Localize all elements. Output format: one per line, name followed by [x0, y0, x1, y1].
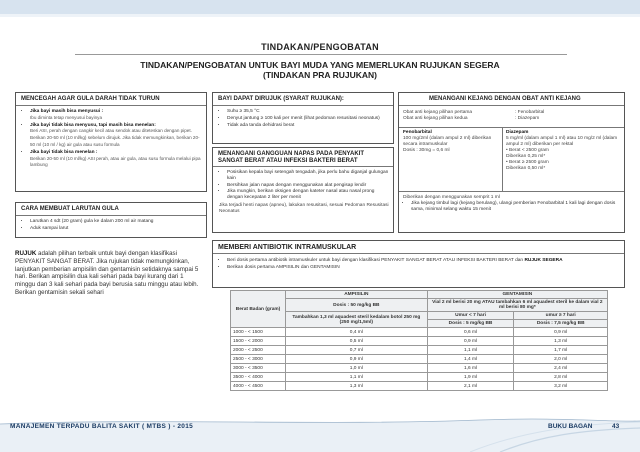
table-row [231, 346, 608, 355]
kejang-ulang [403, 195, 619, 214]
larutan-gula-box [15, 202, 207, 238]
table-cell: 1,1 ml [286, 373, 428, 382]
table-cell: 1,9 ml [427, 373, 514, 382]
gentamisin-dose: Vial 2 ml berisi 20 mg ATAU tambahkan 6 ml aquadest steril ke dalam vial 2 ml berisi 80 mg* [427, 299, 607, 312]
gula-darah-box [15, 92, 207, 192]
table-cell: 4000 - < 4500 [231, 382, 286, 391]
dosis-5: Dosis : 5 mg/kg BB [427, 320, 514, 328]
kejang-obat-list [403, 110, 613, 122]
table-header-row [231, 291, 608, 299]
table-row [231, 328, 608, 337]
diazepam-text: 5 mg/ml (dalam ampul 1 ml) atau 10 mg/2 ml (dalam ampul 2 ml) diberikan per rektal [506, 136, 618, 147]
larutan-item: • Larutkan 4 sdt (20 gram) gula ke dalam 200 ml air matang [30, 219, 202, 225]
kejang-obat-value: : Diazepam [515, 116, 540, 121]
table-cell: 1,1 ml [427, 346, 514, 355]
top-banner-strip [0, 14, 640, 17]
fenobarbital-text: 100 mg/2ml (dalam ampul 2 ml) diberikan secara intramuskular [403, 136, 492, 147]
diazepam-item-text: Berat ≥ 2500 gram [509, 160, 549, 165]
table-cell: 0,6 ml [427, 328, 514, 337]
fenobarbital-panel [403, 130, 498, 154]
ampisilin-dose: Dosis : 50 mg/kg BB [286, 299, 428, 312]
kejang-ulang-item: • Jika kejang timbul lagi (kejang berulang), ulangi pemberian Fenobarbital 1 kali lagi dengan dosis sama, minimal selang waktu 15 menit [411, 201, 619, 213]
table-cell: 1,7 ml [514, 346, 608, 355]
larutan-gula-list [22, 219, 202, 233]
table-cell: 1,4 ml [427, 355, 514, 364]
dosing-table [230, 290, 608, 391]
antibiotik-item-text: Beri dosis pertama antibiotik intramuskuler untuk bayi dengan klasifikasi PENYAKIT SANGAT BERAT ATAU INFEKSI BAKTERI BERAT dan [227, 258, 525, 263]
ampisilin-prep: Tambahkan 1,3 ml aquadest steril kedalam botol 250 mg (250 mg/1,5ml) [286, 312, 428, 328]
table-cell: 2,1 ml [427, 382, 514, 391]
gangguan-napas-list [219, 170, 389, 215]
gula-item-body: Beri ASI, perah dengan cangkir kecil atau sendok atau diteteskan dengan pipet. Berikan 20-50 ml (10 ml/kg) sebelum dirujuk. Jika tidak memungkinkan, berikan 20-50 ml (10 ml / kg) air gula atau susu formula [30, 128, 200, 147]
diazepam-item: • Berat ≥ 2500 gram [506, 160, 549, 165]
table-cell: 0,9 ml [514, 328, 608, 337]
table-row [231, 364, 608, 373]
table-cell: 1,3 ml [514, 337, 608, 346]
gula-item [30, 123, 202, 149]
kejang-title: MENANGANI KEJANG DENGAN OBAT ANTI KEJANG [429, 96, 581, 102]
antibiotik-item-bold: RUJUK SEGERA [524, 258, 563, 263]
syarat-rujukan-box [212, 92, 394, 144]
table-cell: 1,0 ml [286, 364, 428, 373]
kejang-ulang-text: Diberikan dengan menggunakan semprit 1 ml [403, 195, 500, 200]
table-row [231, 382, 608, 391]
napas-item: • Bersihkan jalan napas dengan menggunakan alat pengisap lendir [227, 183, 389, 189]
gula-item-head: Jika bayi tidak bisa menelan : [30, 149, 98, 155]
table-header-row [231, 312, 608, 320]
kejang-obat-value: : Fenobarbital [515, 110, 545, 115]
kejang-obat-label: Obat anti kejang pilihan pertama [403, 110, 473, 115]
table-cell: 1,3 ml [286, 382, 428, 391]
larutan-gula-divider [16, 215, 206, 216]
table-row [231, 373, 608, 382]
gula-item-head: Jika bayi tidak bisa menyusu, tapi masih bisa menelan: [30, 122, 156, 128]
gula-item-body: Ibu diminta tetap menyusui bayinya [30, 114, 103, 120]
kejang-divider [399, 105, 624, 106]
col-ampisilin: AMPISILIN [286, 291, 428, 299]
gangguan-napas-box [212, 147, 394, 233]
diazepam-item-text: Berat < 2500 gram [509, 148, 549, 153]
syarat-rujukan-title: BAYI DAPAT DIRUJUK (SYARAT RUJUKAN): [218, 96, 344, 102]
table-cell: 0,7 ml [286, 346, 428, 355]
footer-book: BUKU BAGAN [548, 423, 593, 430]
antibiotik-item: • Berikan dosis pertama AMPISILIN dan GENTAMISIN [227, 265, 614, 271]
syarat-rujukan-list [219, 109, 389, 129]
table-cell: 1000 - < 1500 [231, 328, 286, 337]
kejang-box [398, 92, 625, 233]
title-divider [75, 54, 567, 55]
diazepam-item: • Berat < 2500 gram [506, 148, 549, 153]
kejang-col-divider [502, 127, 503, 191]
kejang-divider-2 [399, 127, 624, 128]
table-cell: 3,2 ml [514, 382, 608, 391]
page-subtitle-line2: (TINDAKAN PRA RUJUKAN) [263, 70, 377, 80]
kejang-obat-row [403, 116, 613, 122]
top-banner [0, 0, 640, 14]
napas-item: • Posisikan kepala bayi setengah tengadah, jika perlu bahu diganjal gulungan kain [227, 170, 389, 182]
gula-item-head: Jika bayi masih bisa menyusui : [30, 109, 104, 114]
gula-item-body: Berikan 20-50 ml (10 ml/kg) ASI perah, atau air gula, atau susu formula melalui pipa lambung [30, 155, 201, 168]
table-cell: 2,4 ml [514, 364, 608, 373]
rujuk-bold: RUJUK [15, 250, 37, 257]
diazepam-item: Diberikan 0,50 ml* [506, 166, 546, 171]
syarat-item: • Suhu ≥ 35,5 °C [227, 109, 389, 115]
table-cell: 1,6 ml [427, 364, 514, 373]
syarat-rujukan-divider [213, 105, 393, 106]
umur-kurang-7: Umur < 7 hari [427, 312, 514, 320]
syarat-item: • Tidak ada tanda dehidrasi berat [227, 123, 389, 129]
antibiotik-list [219, 258, 614, 272]
fenobarbital-dose: Dosis : 30mg = 0,6 ml [403, 148, 450, 153]
table-cell: 2,8 ml [514, 373, 608, 382]
table-cell: 0,5 ml [286, 337, 428, 346]
antibiotik-divider [213, 253, 624, 254]
page-subtitle [0, 60, 640, 80]
table-cell: 3000 - < 3500 [231, 364, 286, 373]
table-header-row [231, 299, 608, 312]
gula-darah-title: MENCEGAH AGAR GULA DARAH TIDAK TURUN [21, 96, 160, 102]
antibiotik-title: MEMBERI ANTIBIOTIK INTRAMUSKULAR [218, 244, 357, 251]
col-berat-badan: Berat Badan (gram) [231, 291, 286, 328]
footer-title: MANAJEMEN TERPADU BALITA SAKIT ( MTBS ) - 2015 [10, 423, 194, 430]
table-row [231, 337, 608, 346]
page-number: 43 [612, 423, 620, 430]
rujuk-text: adalah pilihan terbaik untuk bayi dengan klasifikasi PENYAKIT SANGAT BERAT. Jika rujukan tidak memungkinkan, lanjutkan pemberian ampisilin dan gentamisin setidaknya sampai 5 hari. Berikan ampisilin dua kali sehari pada bayi kurang dari 1 minggu dan 3 kali sehari pada bayi berusia satu minggu atau lebih. Berikan gentamisin sekali sehari [15, 250, 199, 296]
page-subtitle-line1: TINDAKAN/PENGOBATAN UNTUK BAYI MUDA YANG MEMERLUKAN RUJUKAN SEGERA [140, 60, 500, 70]
page-title: TINDAKAN/PENGOBATAN [261, 42, 379, 52]
gula-item [30, 109, 202, 122]
gula-item [30, 150, 202, 169]
diazepam-panel [506, 130, 621, 172]
gula-darah-list [22, 109, 202, 170]
gula-darah-divider [16, 105, 206, 106]
table-cell: 2000 - < 2500 [231, 346, 286, 355]
table-cell: 0,9 ml [427, 337, 514, 346]
table-cell: 1500 - < 2000 [231, 337, 286, 346]
table-cell: 0,9 ml [286, 355, 428, 364]
kejang-divider-3 [399, 191, 624, 192]
table-row [231, 355, 608, 364]
dosis-7-5: Dosis : 7,5 mg/kg BB [514, 320, 608, 328]
diazepam-title: Diazepam [506, 130, 529, 135]
larutan-gula-title: CARA MEMBUAT LARUTAN GULA [21, 206, 119, 212]
footer-wave [0, 416, 640, 452]
kejang-obat-label: Obat anti kejang pilihan kedua [403, 116, 468, 121]
table-cell: 2500 - < 3000 [231, 355, 286, 364]
table-cell: 2,0 ml [514, 355, 608, 364]
table-cell: 3500 - < 4000 [231, 373, 286, 382]
napas-note: Jika terjadi henti napas (apneu), lakukan resusitasi, sesuai Pedoman Resusitasi Neonatus [219, 202, 389, 214]
col-gentamisin: GENTAMISIN [427, 291, 607, 299]
table-cell: 0,4 ml [286, 328, 428, 337]
umur-lebih-7: umur ≥ 7 hari [514, 312, 608, 320]
fenobarbital-title: Fenobarbital [403, 130, 432, 135]
diazepam-item: Diberikan 0,25 ml* [506, 154, 546, 159]
gangguan-napas-title: MENANGANI GANGGUAN NAPAS PADA PENYAKIT SANGAT BERAT ATAU INFEKSI BAKTERI BERAT [218, 151, 365, 164]
antibiotik-item [227, 258, 614, 264]
antibiotik-box [212, 240, 625, 288]
dosing-table-body [231, 328, 608, 391]
rujuk-paragraph [15, 250, 205, 297]
larutan-item: • Aduk sampai larut [30, 226, 202, 232]
gangguan-napas-divider [213, 166, 393, 167]
napas-item: • Jika mungkin, berikan oksigen dengan kateter nasal atau nasal prong dengan kecepatan 2 liter per menit [227, 189, 389, 201]
syarat-item: • Denyut jantung ≥ 100 kali per menit (lihat pedoman resusitasi neonatus) [227, 116, 389, 122]
